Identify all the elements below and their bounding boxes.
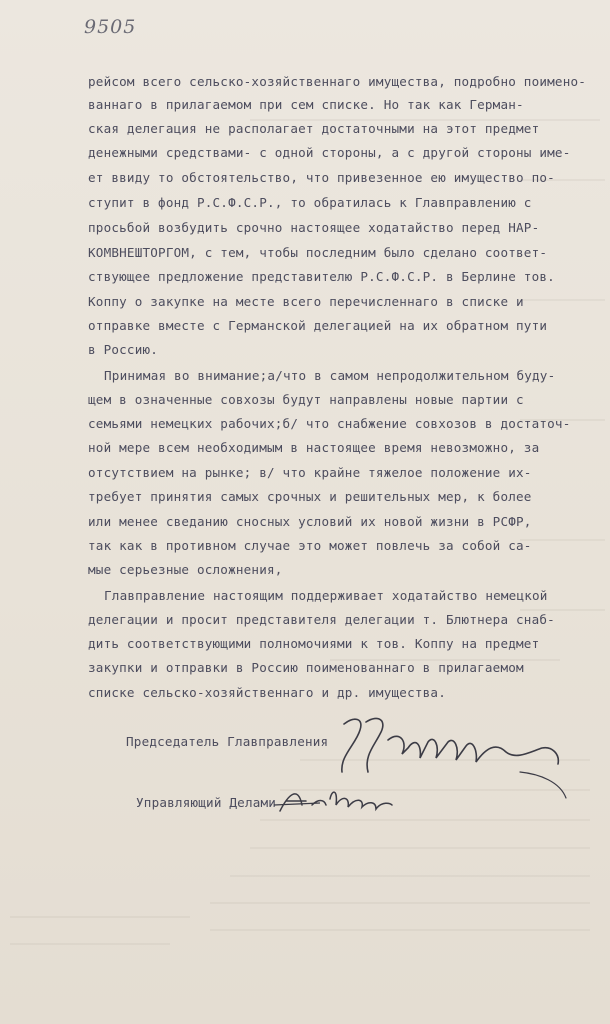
text-line: требует принятия самых срочных и решительных мер, к более: [88, 489, 532, 504]
text-line: ет ввиду то обстоятельство, что привезенное ею имущество по-: [88, 170, 555, 185]
text-line: в Россию.: [88, 342, 159, 357]
text-line: просьбой возбудить срочно настоящее ходатайство перед НАР-: [88, 220, 540, 235]
text-line: так как в противном случае это может повлечь за собой са-: [88, 538, 532, 553]
text-line: ская делегация не располагает достаточными на этот предмет: [88, 121, 540, 136]
text-line: закупки и отправки в Россию поименованнаго в прилагаемом: [88, 660, 524, 675]
text-line: щем в означенные совхозы будут направлены новые партии с: [88, 392, 524, 407]
text-line: ступит в фонд Р.С.Ф.С.Р., то обратилась к Главправлению с: [88, 195, 532, 210]
archive-number: 9505: [84, 16, 137, 38]
text-line: семьями немецких рабочих;б/ что снабжение совхозов в достаточ-: [88, 416, 571, 431]
text-line: Главправление настоящим поддерживает ходатайство немецкой: [104, 588, 548, 603]
text-line: денежными средствами- с одной стороны, а с другой стороны име-: [88, 145, 571, 160]
text-line: рейсом всего сельско-хозяйственнаго имущества, подробно поимено-: [88, 74, 587, 89]
text-line: ствующее предложение представителю Р.С.Ф.С.Р. в Берлине тов.: [88, 269, 555, 284]
text-line: отправке вместе с Германской делегацией на их обратном пути: [88, 318, 548, 333]
text-line: мые серьезные осложнения,: [88, 562, 283, 577]
text-line: Принимая во внимание;а/что в самом непродолжительном буду-: [104, 368, 556, 383]
text-line: КОМВНЕШТОРГОМ, с тем, чтобы последним было сделано соответ-: [88, 245, 548, 260]
manager-title: Управляющий Делами: [136, 795, 277, 810]
text-line: или менее сведанию сносных условий их новой жизни в РСФР,: [88, 514, 532, 529]
manager-signature: [272, 775, 422, 825]
text-line: дить соответствующими полномочиями к тов. Коппу на предмет: [88, 636, 540, 651]
text-line: списке сельско-хозяйственнаго и др. имущества.: [88, 685, 446, 700]
text-line: ной мере всем необходимым в настоящее время невозможно, за: [88, 440, 540, 455]
text-line: Коппу о закупке на месте всего перечисленнаго в списке и: [88, 294, 524, 309]
chairman-title: Председатель Главправления: [126, 734, 329, 749]
text-line: делегации и просит представителя делегации т. Блютнера снаб-: [88, 612, 555, 627]
text-line: ваннаго в прилагаемом при сем списке. Но так как Герман-: [88, 97, 524, 112]
text-line: отсутствием на рынке; в/ что крайне тяжелое положение их-: [88, 465, 532, 480]
